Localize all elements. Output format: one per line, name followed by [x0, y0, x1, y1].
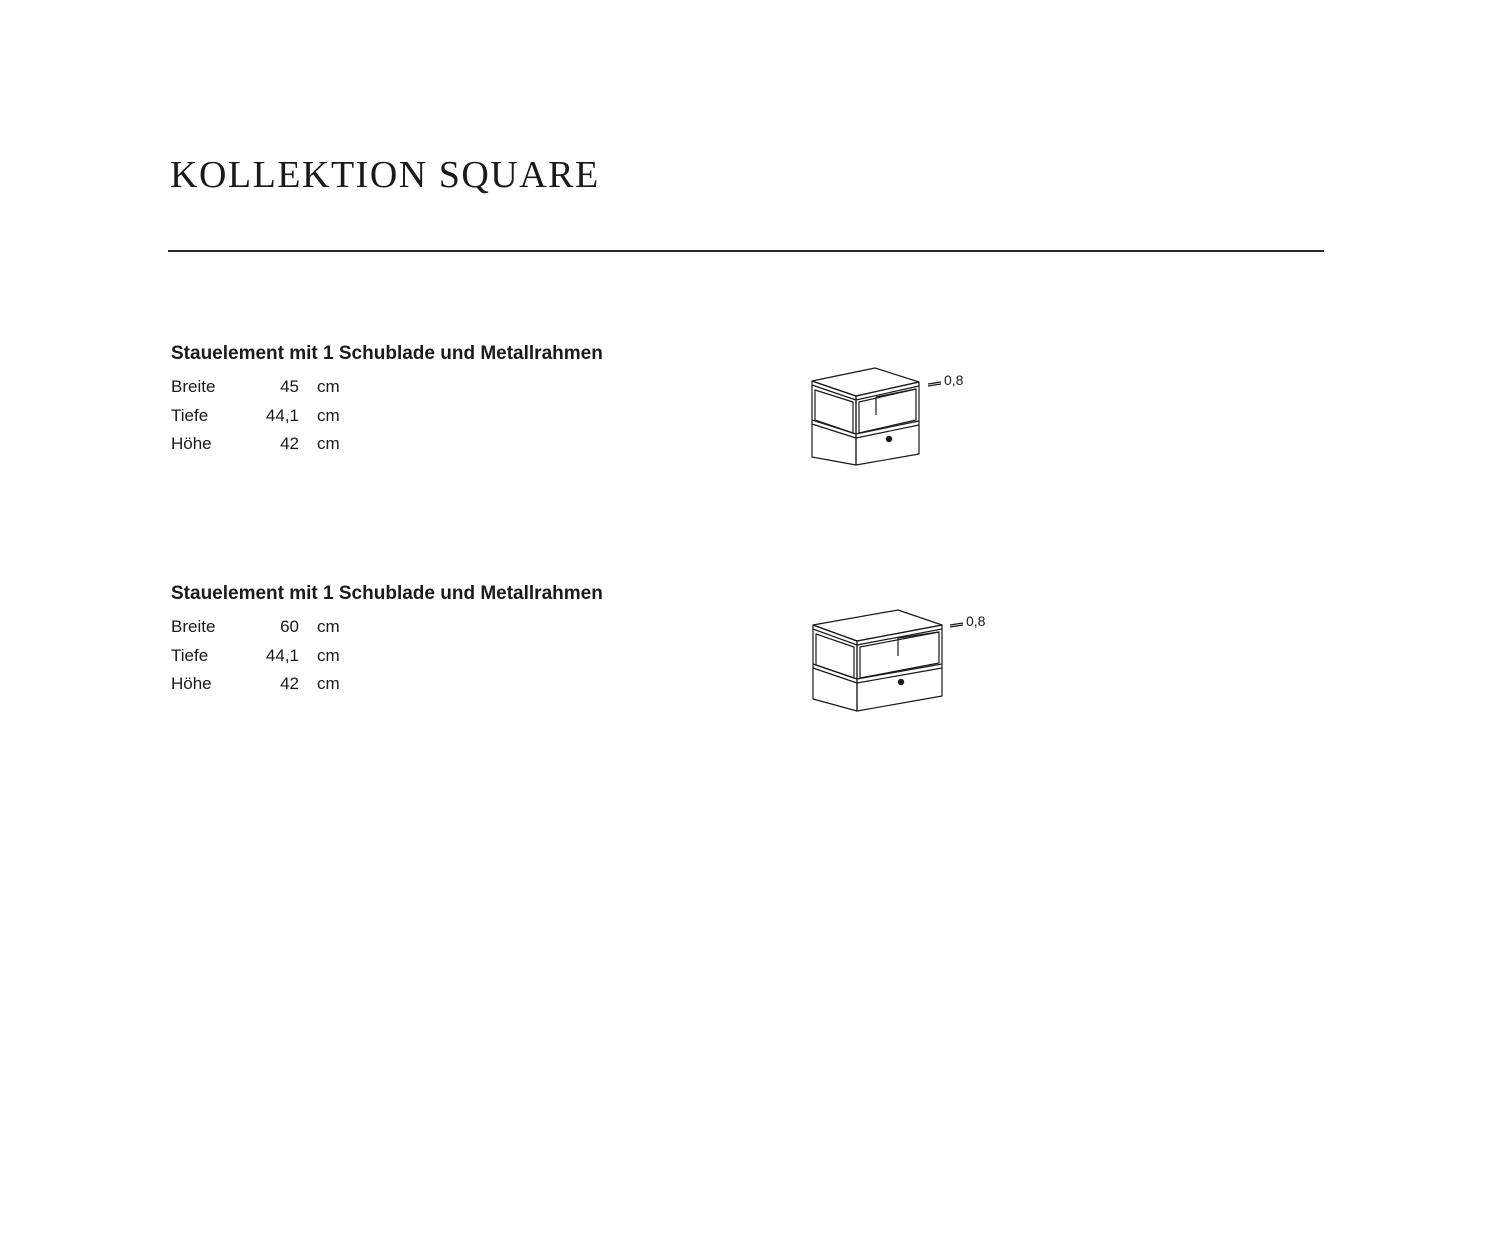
dimension-unit: cm: [317, 377, 340, 396]
dimension-value: 45: [280, 377, 299, 396]
nightstand-drawing: [800, 600, 1020, 720]
dimensions-table: [171, 373, 1371, 459]
thickness-label: 0,8: [944, 372, 964, 388]
dimension-label: Breite: [171, 377, 216, 396]
dimension-row-height: [171, 430, 1371, 459]
dimension-label: Tiefe: [171, 405, 209, 425]
title-divider: [168, 250, 1324, 252]
dimension-unit: cm: [317, 617, 340, 636]
dimension-label: Tiefe: [171, 645, 209, 665]
product-drawing-1: [800, 360, 1000, 485]
dimension-unit: cm: [317, 434, 340, 453]
dimension-value: 44,1: [265, 405, 299, 425]
dimension-row-width: [171, 373, 1371, 402]
dimension-unit: cm: [317, 405, 340, 425]
product-title: Stauelement mit 1 Schublade und Metallrahmen: [171, 343, 603, 364]
dimension-unit: cm: [317, 645, 340, 665]
page-title: KOLLEKTION SQUARE: [170, 154, 600, 196]
dimension-label: Höhe: [171, 674, 212, 693]
dimension-unit: cm: [317, 674, 340, 693]
product-section-2: [171, 581, 1371, 699]
dimension-value: 44,1: [265, 645, 299, 665]
dimension-value: 42: [280, 434, 299, 453]
dimension-label: Breite: [171, 617, 216, 636]
dimension-row-width: [171, 613, 1371, 642]
dimension-row-height: [171, 670, 1371, 699]
dimension-row-depth: [171, 402, 1371, 431]
dimension-value: 42: [280, 674, 299, 693]
dimensions-table: [171, 613, 1371, 699]
thickness-label: 0,8: [966, 613, 986, 629]
nightstand-drawing: [800, 360, 1000, 480]
product-section-1: [171, 341, 1371, 459]
dimension-label: Höhe: [171, 434, 212, 453]
product-drawing-2: [800, 600, 1020, 725]
dimension-row-depth: [171, 642, 1371, 671]
dimension-value: 60: [280, 617, 299, 636]
product-title: Stauelement mit 1 Schublade und Metallrahmen: [171, 583, 603, 604]
